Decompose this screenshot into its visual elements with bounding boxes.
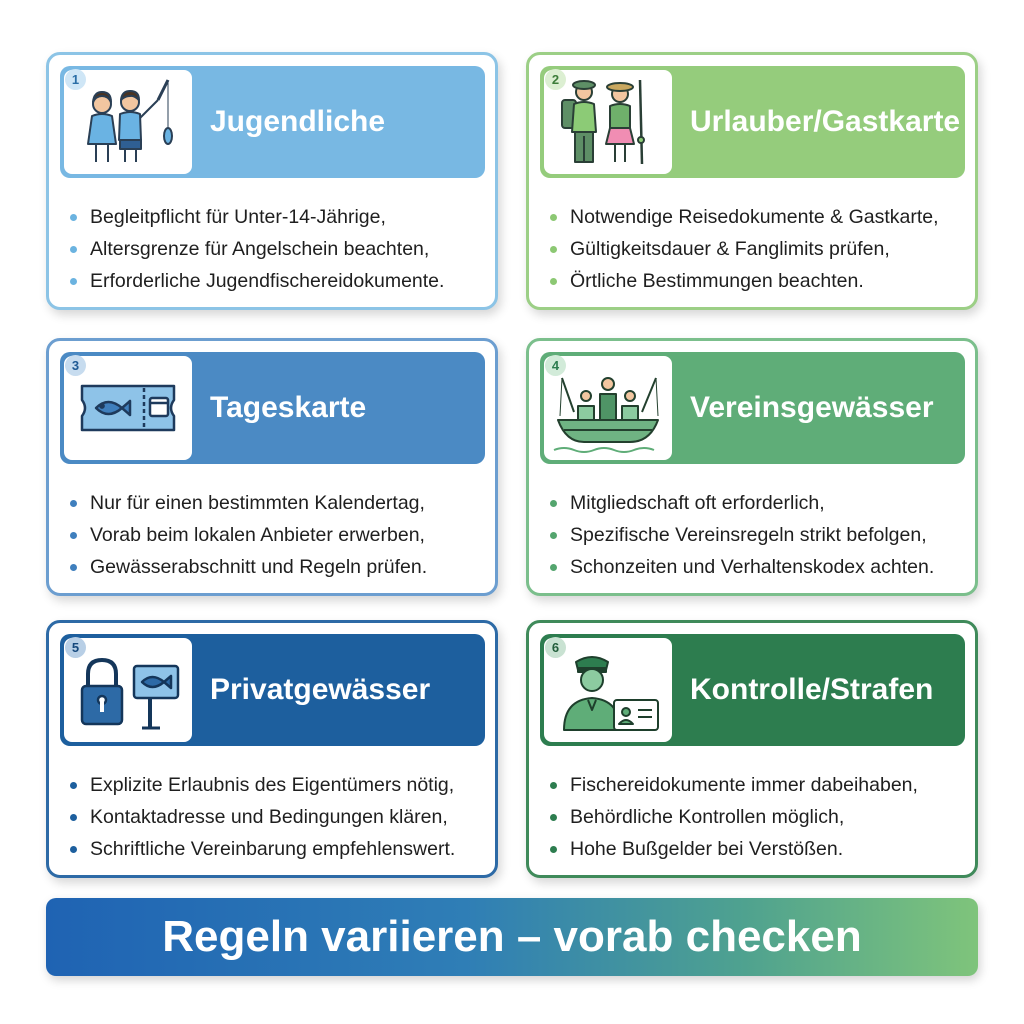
list-item: Spezifische Vereinsregeln strikt befolgen, xyxy=(549,519,934,551)
card-number: 1 xyxy=(65,69,86,90)
card-title: Vereinsgewässer xyxy=(690,391,934,424)
card-list xyxy=(69,487,427,583)
list-item: Behördliche Kontrollen möglich, xyxy=(549,801,918,833)
card-list xyxy=(69,201,444,297)
card-header xyxy=(60,634,485,746)
card-list xyxy=(549,201,939,297)
card-list xyxy=(549,487,934,583)
list-item: Schonzeiten und Verhaltenskodex achten. xyxy=(549,551,934,583)
list-item: Nur für einen bestimmten Kalendertag, xyxy=(69,487,427,519)
card-tageskarte xyxy=(46,338,498,596)
card-header xyxy=(60,66,485,178)
card-number: 6 xyxy=(545,637,566,658)
list-item: Fischereidokumente immer dabeihaben, xyxy=(549,769,918,801)
card-header xyxy=(60,352,485,464)
list-item: Altersgrenze für Angelschein beachten, xyxy=(69,233,444,265)
list-item: Gewässerabschnitt und Regeln prüfen. xyxy=(69,551,427,583)
list-item: Hohe Bußgelder bei Verstößen. xyxy=(549,833,918,865)
card-urlauber-gastkarte xyxy=(526,52,978,310)
list-item: Erforderliche Jugendfischereidokumente. xyxy=(69,265,444,297)
card-title: Kontrolle/Strafen xyxy=(690,673,934,706)
card-title: Jugendliche xyxy=(210,105,386,138)
list-item: Gültigkeitsdauer & Fanglimits prüfen, xyxy=(549,233,939,265)
card-number: 4 xyxy=(545,355,566,376)
card-vereinsgewaesser xyxy=(526,338,978,596)
card-list xyxy=(549,769,918,865)
list-item: Örtliche Bestimmungen beachten. xyxy=(549,265,939,297)
card-title: Tageskarte xyxy=(210,391,367,424)
banner-text: Regeln variieren – vorab checken xyxy=(162,912,862,961)
card-title: Privatgewässer xyxy=(210,673,431,706)
summary-banner xyxy=(46,898,978,976)
card-kontrolle-strafen xyxy=(526,620,978,878)
list-item: Kontaktadresse und Bedingungen klären, xyxy=(69,801,455,833)
card-jugendliche xyxy=(46,52,498,310)
card-number: 5 xyxy=(65,637,86,658)
card-header xyxy=(540,66,965,178)
list-item: Mitgliedschaft oft erforderlich, xyxy=(549,487,934,519)
card-header xyxy=(540,352,965,464)
list-item: Notwendige Reisedokumente & Gastkarte, xyxy=(549,201,939,233)
list-item: Vorab beim lokalen Anbieter erwerben, xyxy=(69,519,427,551)
card-header xyxy=(540,634,965,746)
list-item: Begleitpflicht für Unter-14-Jährige, xyxy=(69,201,444,233)
card-list xyxy=(69,769,455,865)
card-privatgewaesser xyxy=(46,620,498,878)
list-item: Explizite Erlaubnis des Eigentümers nötig, xyxy=(69,769,455,801)
card-number: 3 xyxy=(65,355,86,376)
card-number: 2 xyxy=(545,69,566,90)
list-item: Schriftliche Vereinbarung empfehlenswert. xyxy=(69,833,455,865)
card-title: Urlauber/Gastkarte xyxy=(690,105,961,138)
